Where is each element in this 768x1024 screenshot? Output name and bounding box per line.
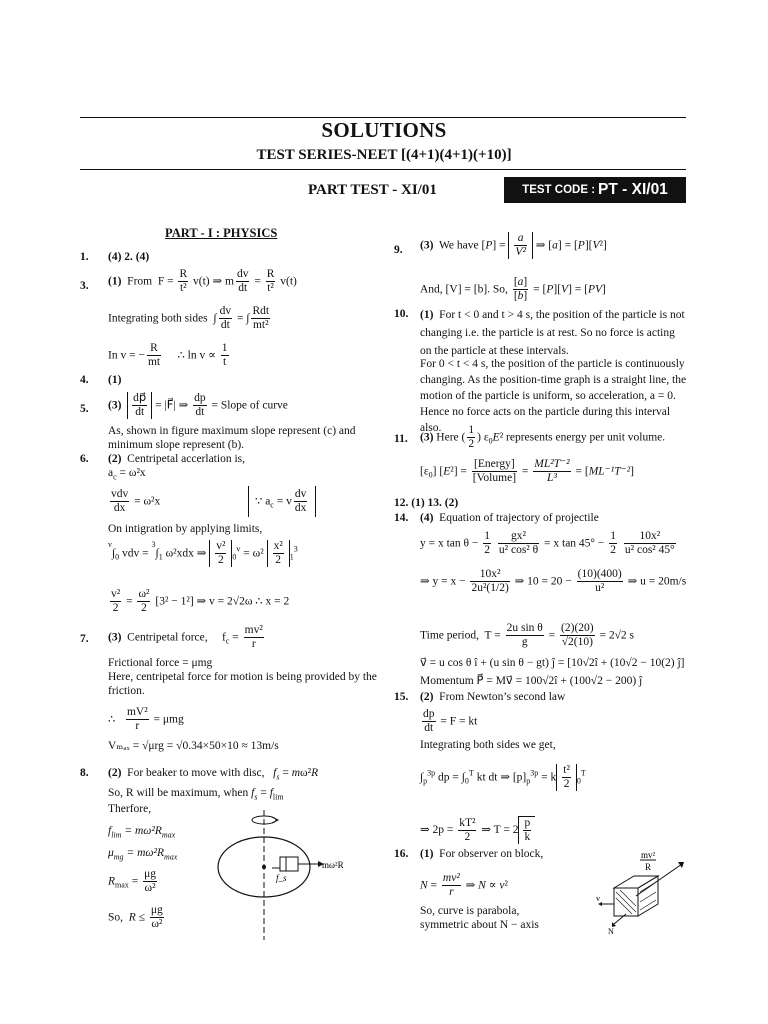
fig-label-n: N bbox=[608, 927, 614, 934]
solution-line: Vₘₐₓ = √μrg = √0.34×50×10 ≈ 13m/s bbox=[108, 740, 279, 752]
solution-paragraph: As, shown in figure maximum slope represent (c) and minimum slope represent (b). bbox=[108, 425, 356, 452]
question-number: 11. bbox=[394, 433, 408, 445]
question-number: 8. bbox=[80, 767, 89, 779]
solution-line: Time period, T = $\frac{\text{2u sin θ}}{g}$ = $\frac{(2)(20)}{√2(10)}$ = 2√2 s bbox=[420, 622, 635, 649]
test-code-value: PT - XI/01 bbox=[598, 181, 668, 199]
solution-paragraph: Here, centripetal force for motion is being provided by the friction. bbox=[108, 671, 377, 698]
solution-line: (4) Equation of trajectory of projectile bbox=[420, 512, 599, 524]
solution-line: So, R will be maximum, when $f_s = f_{lim}$ bbox=[108, 787, 284, 802]
solution-paragraph: For 0 < t < 4 s, the position of the particle is continuously changing. As the position-time graph is a straight line, the motion of the particle is uniform, so acceleration, a = 0. Hence no force acts on the particle during this interval also. bbox=[420, 358, 687, 435]
answer-text: 12. (1) 13. (2) bbox=[394, 497, 459, 509]
solution-line: Integrating both sides ∫ $\frac{dv}{dt}$ = ∫ $\frac{\text{Rdt}}{\text{mt²}}$ bbox=[108, 305, 270, 332]
test-code-label: TEST CODE : bbox=[522, 183, 596, 196]
question-number: 15. bbox=[394, 691, 409, 703]
solution-line: (3) $\frac{dp⃗}{dt}$ = |F⃗| ⇒ $\frac{dp}{dt}$ = Slope of curve bbox=[108, 392, 288, 419]
solution-line: And, [V] = [b]. So, $\frac{[a]}{[b]}$ = [P][V] = [PV] bbox=[420, 276, 606, 303]
solution-line: $a_c = \omega^2x$ bbox=[108, 467, 146, 482]
answer-text: (4) 2. (4) bbox=[108, 251, 150, 263]
block-force-diagram bbox=[596, 848, 688, 934]
question-number: 3. bbox=[80, 280, 89, 292]
solution-line: So, curve is parabola, bbox=[420, 905, 520, 917]
solution-line: $\mu_{mg} = m\omega^2R_{max}$ bbox=[108, 847, 178, 862]
test-code-box bbox=[504, 177, 686, 203]
solution-line: symmetric about N − axis bbox=[420, 919, 539, 931]
fig-label-v: v bbox=[596, 894, 600, 903]
solution-line: N = $\frac{\text{mv²}}{r}$ ⇒ N ∝ v² bbox=[420, 872, 508, 899]
solution-line: (1) For observer on block, bbox=[420, 848, 544, 860]
solution-line: Therfore, bbox=[108, 803, 152, 815]
solution-line: $\frac{\text{v²}}{2}$ = $\frac{\text{ω²}}{2}$ [3² − 1²] ⇒ v = 2√2ω ∴ x = 2 bbox=[111, 588, 290, 615]
fig-label-r: R bbox=[645, 862, 652, 872]
friction-label: f_s bbox=[276, 873, 287, 883]
page-subtitle: TEST SERIES-NEET [(4+1)(4+1)(+10)] bbox=[256, 147, 512, 163]
question-number: 14. bbox=[394, 512, 409, 524]
fig-label-mv2: mv² bbox=[641, 850, 656, 860]
part-test-label: PART TEST - XI/01 bbox=[308, 182, 437, 198]
section-heading: PART - I : PHYSICS bbox=[165, 226, 278, 240]
solution-line: $\int_p^{3p}$ dp = $\int_0^T$ kt dt ⇒ $[p]_p^{3p} = k$ $\frac{\text{t²}}{2}$ $_0^T$ bbox=[420, 764, 586, 791]
question-number: 6. bbox=[80, 453, 89, 465]
solution-line: ∴ $\frac{\text{mV²}}{r}$ = μmg bbox=[108, 706, 184, 733]
solution-line: (3) We have [P] = $\frac{a}{\text{V²}}$ ⇒ [a] = [P][V²] bbox=[420, 232, 607, 259]
answer-text: (1) bbox=[108, 374, 122, 386]
question-number: 9. bbox=[394, 244, 403, 256]
question-number: 4. bbox=[80, 374, 89, 386]
solution-line: $f_{lim} = m\omega^2R_{max}$ bbox=[108, 825, 176, 840]
solution-line: (3) Here ( $\frac{1}{2}$ ) $\varepsilon_0E^2$ represents energy per unit volume. bbox=[420, 424, 666, 451]
solution-line: In v = − $\frac{R}{mt}$ ∴ ln v ∝ $\frac{1}{t}$ bbox=[108, 342, 228, 369]
solution-line: $R_{max}$ = $\frac{\mu g}{\text{ω²}}$ bbox=[108, 868, 156, 895]
question-number: 7. bbox=[80, 633, 89, 645]
solution-line: Frictional force = μmg bbox=[108, 657, 213, 669]
solution-line: ⇒ 2p = $\frac{\text{kT²}}{2}$ ⇒ T = 2 $\frac{p}{k}$ bbox=[420, 816, 535, 844]
solution-line: $[\varepsilon_0] [E^2]$ = $\frac{\text{[Energy]}}{\text{[Volume]}}$ = $\frac{\text{ML²T⁻²}}{\text{L³}}$ = [ML⁻¹T⁻²] bbox=[420, 458, 634, 485]
question-number: 1. bbox=[80, 251, 89, 263]
page-title: SOLUTIONS bbox=[321, 118, 447, 142]
header-rule bbox=[80, 169, 686, 170]
solution-line: $\frac{\text{vdv}}{dx}$ = ω²x bbox=[111, 488, 161, 515]
solution-line: y = x tan θ − $\frac{1}{2}$ $\frac{\text{gx²}}{\text{u² cos² θ}}$ = x tan 45° − $\frac{1}{2}$ $\frac{\text{10x²}}{\text{u² cos² 45°}}$ bbox=[420, 530, 675, 557]
rotating-disc-diagram bbox=[214, 810, 374, 940]
solution-line: Momentum P⃗ = Mv⃗ = 100√2î + (100√2 − 200) ĵ bbox=[420, 675, 643, 687]
solution-line: (1) From F = $\frac{R}{\text{t²}}$ v(t) ⇒ m $\frac{dv}{dt}$ = $\frac{R}{\text{t²}}$ v(t) bbox=[108, 268, 297, 295]
centrifugal-force-label: mω²R bbox=[322, 860, 344, 870]
solution-paragraph: (1) For t < 0 and t > 4 s, the position of the particle is not changing i.e. the particle is at rest. So no force is acting on the particle at these intervals. bbox=[420, 309, 685, 357]
solution-line: $^v\int_0$ vdv = $^3\int_1$ ω²xdx ⇒ $\frac{\text{v²}}{2}$ $_0^v$ = ω² $\frac{\text{x²}}{2}$ $_1^3$ bbox=[108, 540, 298, 567]
solution-line: ⇒ y = x − $\frac{\text{10x²}}{\text{2u²(1/2)}}$ ⇒ 10 = 20 − $\frac{(10)(400)}{\text{u²}}$ ⇒ u = 20m/s bbox=[420, 568, 687, 595]
solution-line: ∵ $a_c = v$ $\frac{dv}{dx}$ bbox=[248, 486, 316, 517]
solution-line: (2) Centripetal accerlation is, bbox=[108, 453, 245, 465]
solution-line: (3) Centripetal force, $f_c$ = $\frac{\text{mv²}}{r}$ bbox=[108, 624, 263, 651]
solution-line: (2) From Newton’s second law bbox=[420, 691, 566, 703]
question-number: 5. bbox=[80, 403, 89, 415]
solution-line: $\frac{dp}{dt}$ = F = kt bbox=[423, 708, 478, 735]
question-number: 16. bbox=[394, 848, 409, 860]
solution-line: Integrating both sides we get, bbox=[420, 739, 556, 751]
solution-line: So, R ≤ $\frac{\mu g}{\text{ω²}}$ bbox=[108, 904, 163, 931]
solution-line: v⃗ = u cos θ î + (u sin θ − gt) ĵ = [10√2î + (10√2 − 10(2) ĵ] bbox=[420, 657, 685, 669]
question-number: 10. bbox=[394, 308, 409, 320]
solution-line: On intigration by applying limits, bbox=[108, 523, 263, 535]
solution-line: (2) For beaker to move with disc, $f_s = m\omega^2R$ bbox=[108, 767, 319, 782]
